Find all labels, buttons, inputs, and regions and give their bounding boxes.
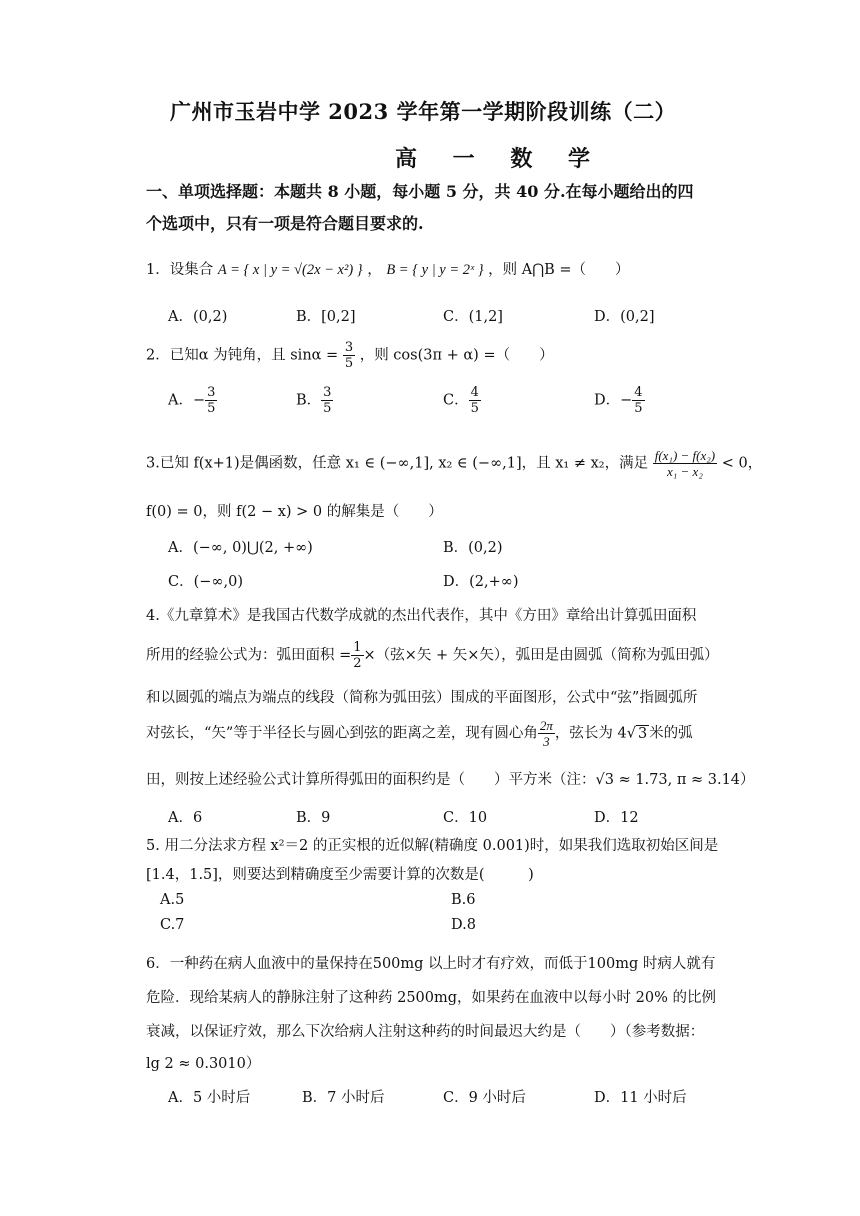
- q2-opt-c-label: C．: [443, 392, 469, 409]
- q4-option-b: B．9: [296, 810, 331, 826]
- q3-option-b: B．(0,2): [443, 540, 503, 556]
- q4-frac-den: 2: [353, 656, 362, 671]
- q4-line5: 田，则按上述经验公式计算所得弧田的面积约是（ ）平方米（注：√3 ≈ 1.73, π ≈ 3.14）: [146, 772, 755, 788]
- q2-opt-a-den: 5: [207, 401, 216, 416]
- question-2: [146, 340, 554, 371]
- q6-option-c: C．9 小时后: [443, 1090, 526, 1106]
- q4-option-c: C．10: [443, 810, 488, 826]
- section-heading-line2: 个选项中，只有一项是符合题目要求的.: [146, 214, 424, 233]
- q4-angle-den: 3: [543, 734, 550, 749]
- q2-opt-b-num: 3: [323, 385, 332, 400]
- q2-text-b: ，则 cos(3π + α) =（ ）: [359, 347, 554, 364]
- q1-text-b: ，: [367, 262, 382, 278]
- q2-opt-b-den: 5: [323, 401, 332, 416]
- q2-opt-a-num: 3: [207, 385, 216, 400]
- q6-option-a: A．5 小时后: [168, 1090, 251, 1106]
- q1-set-b: B = { y | y = 2ˣ }: [386, 262, 484, 278]
- q4-line2-a: 所用的经验公式为：弧田面积 =: [146, 647, 352, 664]
- q6-line1: 6．一种药在病人血液中的量保持在500mg 以上时才有疗效，而低于100mg 时病人就有: [146, 956, 716, 972]
- q5-option-d: D.8: [451, 917, 476, 933]
- q2-option-d: [594, 385, 645, 416]
- section-heading: [146, 176, 694, 240]
- q2-frac-num: 3: [344, 340, 354, 355]
- q2-opt-a-label: A．−: [168, 392, 206, 409]
- q1-text-a: 1．设集合: [146, 262, 214, 278]
- q3-frac-den: x₁ − x₂: [666, 464, 703, 479]
- q3-option-d: D．(2,+∞): [443, 574, 519, 590]
- question-1: [146, 258, 630, 279]
- question-3: [146, 448, 762, 479]
- section-heading-line1: 一、单项选择题：本题共 8 小题，每小题 5 分，共 40 分.在每小题给出的四: [146, 182, 694, 201]
- q4-frac-num: 1: [353, 640, 362, 655]
- q4-option-d: D．12: [594, 810, 639, 826]
- q2-opt-d-den: 5: [634, 401, 643, 416]
- q4-angle-num: 2π: [539, 718, 553, 733]
- q6-line4: lg 2 ≈ 0.3010）: [146, 1056, 261, 1072]
- exam-title: 广州市玉岩中学 2023 学年第一学期阶段训练（二）: [170, 99, 677, 124]
- q4-line1: 4.《九章算术》是我国古代数学成就的杰出代表作，其中《方田》章给出计算弧田面积: [146, 608, 697, 624]
- q3-line2: f(0) = 0，则 f(2 − x) > 0 的解集是（ ）: [146, 504, 443, 520]
- q5-option-a: A.5: [160, 892, 185, 908]
- q3-fraction: [653, 448, 717, 479]
- q3-option-c: C．(−∞,0): [168, 574, 243, 590]
- q5-line1: 5. 用二分法求方程 x²＝2 的正实根的近似解(精确度 0.001)时，如果我们选取初始区间是: [146, 838, 719, 854]
- q4-line4: 对弦长，“矢”等于半径长与圆心到弦的距离之差，现有圆心角 $\frac{2\pi}{3}$ ，弦长为 4√ 3 米的弧: [146, 718, 693, 749]
- q4-sqrt-value: 3: [637, 725, 648, 742]
- q4-line2: [146, 640, 719, 671]
- q3-frac-num: f(x₁) − f(x₂): [654, 448, 716, 463]
- q1-option-a: A．(0,2): [168, 309, 228, 325]
- q4-option-a: A．6: [168, 810, 203, 826]
- q2-option-a: [168, 385, 217, 416]
- q2-fraction: [343, 340, 355, 371]
- q6-line2: 危险．现给某病人的静脉注射了这种药 2500mg，如果药在血液中以每小时 20% 的比例: [146, 990, 716, 1006]
- q2-option-b: [296, 385, 333, 416]
- exam-subject: 高 一 数 学: [395, 146, 604, 172]
- q1-set-a: A = { x | y = √(2x − x²) }: [217, 262, 363, 278]
- q3-text-b: < 0，: [721, 455, 763, 472]
- q4-line4-a: 对弦长，“矢”等于半径长与圆心到弦的距离之差，现有圆心角: [146, 725, 538, 742]
- q2-frac-den: 5: [344, 356, 354, 371]
- q4-line3: 和以圆弧的端点为端点的线段（简称为弧田弦）围成的平面图形，公式中“弦”指圆弧所: [146, 690, 698, 706]
- q2-text-a: 2．已知α 为钝角，且 sinα =: [146, 347, 339, 364]
- q2-option-c: [443, 385, 481, 416]
- q1-text-c: ，则 A⋂B =（ ）: [488, 262, 630, 278]
- q3-option-a: A．(−∞, 0)⋃(2, +∞): [168, 540, 313, 556]
- q6-line3: 衰减，以保证疗效，那么下次给病人注射这种药的时间最迟大约是（ ）（参考数据：: [146, 1024, 705, 1040]
- q1-option-c: C．(1,2]: [443, 309, 503, 325]
- q6-option-b: B．7 小时后: [302, 1090, 385, 1106]
- q2-opt-d-num: 4: [634, 385, 643, 400]
- q6-option-d: D．11 小时后: [594, 1090, 687, 1106]
- q1-option-b: B．[0,2]: [296, 309, 356, 325]
- q1-option-d: D．(0,2]: [594, 309, 655, 325]
- q5-option-b: B.6: [451, 892, 476, 908]
- q5-line2: [1.4，1.5]，则要达到精确度至少需要计算的次数是( ): [146, 867, 534, 883]
- q2-opt-c-den: 5: [470, 401, 479, 416]
- q4-line4-c: 米的弧: [649, 725, 693, 742]
- q3-text-a: 3.已知 f(x+1)是偶函数，任意 x₁ ∈ (−∞,1], x₂ ∈ (−∞,1]，且 x₁ ≠ x₂，满足: [146, 455, 649, 472]
- q4-line2-b: ×（弦×矢 + 矢×矢），弧田是由圆弧（简称为弧田弧）: [363, 647, 719, 664]
- q5-option-c: C.7: [160, 917, 185, 933]
- q2-opt-c-num: 4: [470, 385, 479, 400]
- q2-opt-d-label: D．−: [594, 392, 633, 409]
- q4-line4-b: ，弦长为 4: [554, 725, 627, 742]
- q2-opt-b-label: B．: [296, 392, 322, 409]
